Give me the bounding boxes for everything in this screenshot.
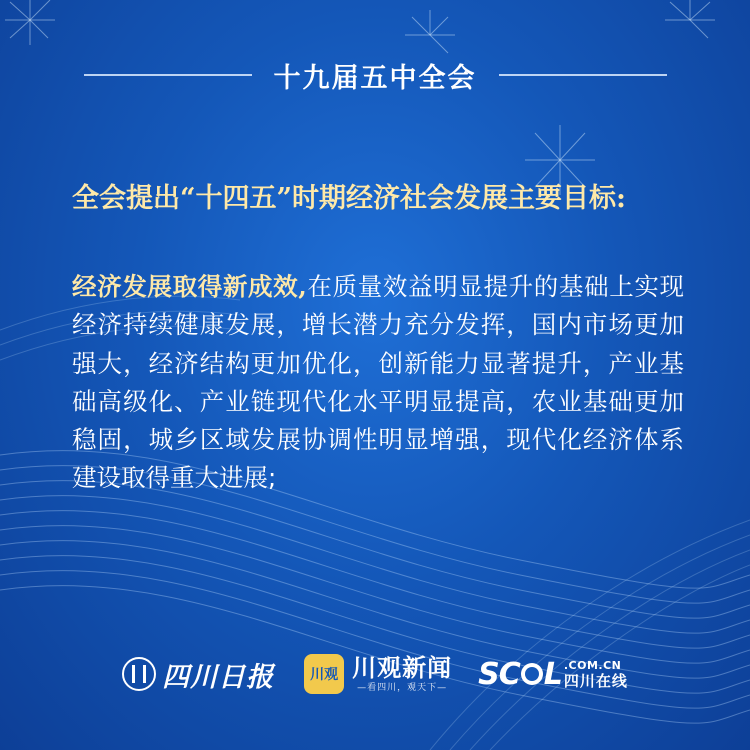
scol-prefix: SC — [478, 656, 520, 692]
subtitle: 全会提出“十四五”时期经济社会发展主要目标: — [72, 183, 627, 214]
header — [0, 55, 750, 95]
scol-logo — [478, 657, 628, 692]
footer-logos — [0, 646, 750, 702]
scol-wordmark — [478, 657, 562, 692]
chuanguan-news-wordmark: 川观新闻 — [352, 653, 453, 682]
header-rule-right — [499, 74, 667, 76]
chuanguan-slogan: —看四川，观天下— — [357, 683, 448, 693]
scol-name: 四川在线 — [563, 671, 628, 690]
scol-suffix: L — [543, 656, 562, 692]
body-text: 在质量效益明显提升的基础上实现经济持续健康发展，增长潜力充分发挥，国内市场更加强大，经济结构更加优化，创新能力显著提升，产业基础高级化、产业链现代化水平明显提高，农业基础更加稳固，城乡区域发展协调性明显增强，现代化经济体系建设取得重大进展; — [72, 272, 685, 493]
header-rule-left — [84, 74, 252, 76]
header-title: 十九届五中全会 — [273, 62, 477, 94]
scol-domain: .COM.CN — [563, 658, 622, 672]
sichuan-daily-wordmark: 四川日报 — [162, 661, 275, 693]
sichuan-daily-emblem-icon — [122, 657, 156, 691]
chuanguan-news-logo — [304, 654, 452, 694]
body-lead: 经济发展取得新成效, — [72, 272, 307, 301]
scol-globe-icon — [521, 663, 543, 685]
body-paragraph — [72, 268, 684, 498]
sichuan-daily-logo — [122, 655, 274, 694]
chuanguan-badge: 川观 — [304, 654, 344, 694]
